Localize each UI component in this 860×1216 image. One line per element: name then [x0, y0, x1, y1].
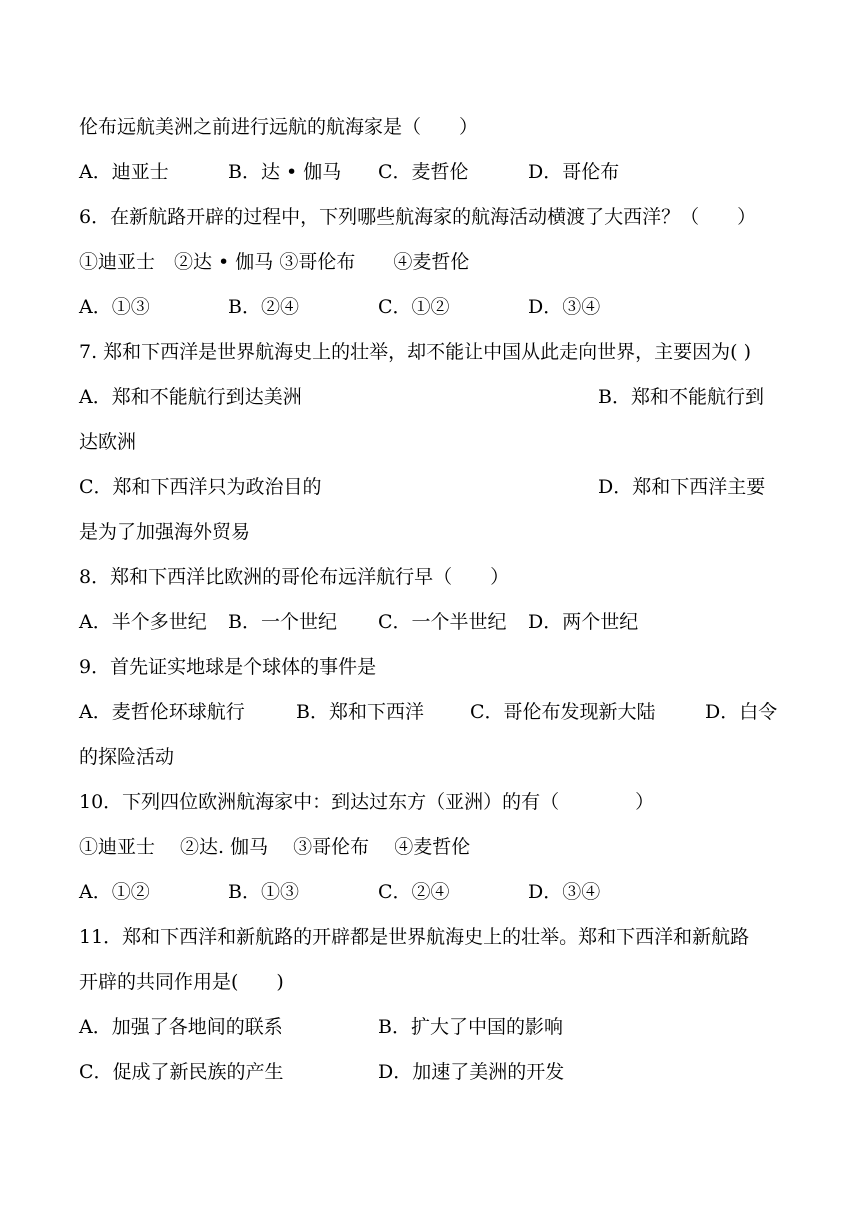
q9-option-a: A．麦哲伦环球航行 — [79, 701, 245, 723]
q11-stem-line1: 11．郑和下西洋和新航路的开辟都是世界航海史上的壮举。郑和下西洋和新航路 — [79, 926, 750, 948]
q7-option-b: B．郑和不能航行到 — [598, 386, 764, 408]
q6-items: ①迪亚士 ②达 • 伽马 ③哥伦布 ④麦哲伦 — [79, 251, 470, 273]
q9-option-c: C．哥伦布发现新大陆 — [470, 701, 656, 723]
q5-option-b: B．达 • 伽马 — [228, 161, 342, 183]
q6-stem: 6．在新航路开辟的过程中，下列哪些航海家的航海活动横渡了大西洋？（ ） — [79, 206, 757, 228]
q11-option-d: D．加速了美洲的开发 — [378, 1061, 565, 1083]
q8-option-c: C．一个半世纪 — [378, 611, 507, 633]
q10-option-c: C．②④ — [378, 881, 450, 903]
q7-stem: 7. 郑和下西洋是世界航海史上的壮举，却不能让中国从此走向世界，主要因为( ) — [79, 341, 752, 363]
q6-option-b: B．②④ — [228, 296, 299, 318]
q8-option-d: D．两个世纪 — [528, 611, 639, 633]
q7-option-b-continued: 达欧洲 — [79, 431, 137, 453]
q5-option-c: C．麦哲伦 — [378, 161, 469, 183]
q11-option-a: A．加强了各地间的联系 — [79, 1016, 283, 1038]
q5-option-d: D．哥伦布 — [528, 161, 620, 183]
q10-option-b: B．①③ — [228, 881, 299, 903]
q9-option-b: B．郑和下西洋 — [296, 701, 424, 723]
q7-option-d-continued: 是为了加强海外贸易 — [79, 521, 251, 543]
q7-option-c: C．郑和下西洋只为政治目的 — [79, 476, 322, 498]
q9-option-d-continued: 的探险活动 — [79, 746, 175, 768]
q10-option-d: D．③④ — [528, 881, 601, 903]
q10-items: ①迪亚士 ②达. 伽马 ③哥伦布 ④麦哲伦 — [79, 836, 471, 858]
q9-stem: 9．首先证实地球是个球体的事件是 — [79, 656, 377, 678]
q11-option-b: B．扩大了中国的影响 — [378, 1016, 563, 1038]
q9-option-d: D．白令 — [705, 701, 778, 723]
q6-option-d: D．③④ — [528, 296, 601, 318]
q8-option-b: B．一个世纪 — [228, 611, 337, 633]
q7-option-d: D．郑和下西洋主要 — [598, 476, 766, 498]
q11-stem-line2: 开辟的共同作用是( ) — [79, 971, 284, 993]
q8-stem: 8．郑和下西洋比欧洲的哥伦布远洋航行早（ ） — [79, 566, 510, 588]
q5-option-a: A．迪亚士 — [79, 161, 169, 183]
q7-option-a: A．郑和不能航行到达美洲 — [79, 386, 302, 408]
q6-option-a: A．①③ — [79, 296, 150, 318]
q5-stem-continued: 伦布远航美洲之前进行远航的航海家是（ ） — [79, 116, 479, 138]
q10-stem: 10．下列四位欧洲航海家中：到达过东方（亚洲）的有（ ） — [79, 791, 655, 813]
q6-option-c: C．①② — [378, 296, 450, 318]
q11-option-c: C．促成了新民族的产生 — [79, 1061, 284, 1083]
q8-option-a: A．半个多世纪 — [79, 611, 207, 633]
q10-option-a: A．①② — [79, 881, 150, 903]
